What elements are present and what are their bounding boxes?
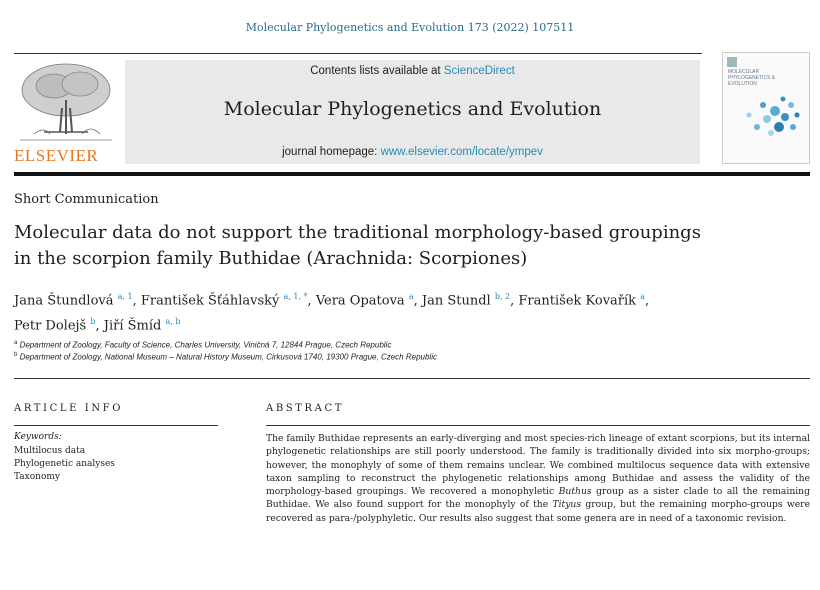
affiliation-mark: b (14, 352, 18, 358)
homepage-prefix: journal homepage: (282, 146, 381, 158)
article-info-heading: ARTICLE INFO (14, 403, 124, 414)
author-name[interactable]: Jan Stundl (421, 293, 491, 309)
genus-name: Buthus (558, 486, 592, 498)
journal-cover-thumbnail[interactable] (722, 52, 810, 164)
author-affil-link[interactable]: b (90, 317, 96, 327)
keyword-item: Taxonomy (14, 472, 60, 482)
contents-prefix: Contents lists available at (310, 65, 444, 77)
author-line-1: Jana Štundlová $^{a, 1}$, František Šťáhlavský $^{a, 1, *}$, Vera Opatova $^a$, Jan Stundl $^{b, 2}$, František Kovařík $^a$, (14, 292, 650, 309)
author-affil-link[interactable]: a, 1, * (283, 292, 308, 301)
author-name[interactable]: Vera Opatova (315, 293, 405, 309)
affiliation-text: Department of Zoology, National Museum – Natural History Museum, Cirkusová 1740, 19300 Prague, Czech Republic (19, 352, 437, 362)
author-affil-link[interactable]: a, b (165, 317, 181, 327)
author-line-2: Petr Dolejš $^b$, Jiří Šmíd $^{a, b}$ (14, 317, 181, 334)
front-matter-rule (14, 378, 810, 379)
masthead-thick-rule (14, 172, 810, 176)
elsevier-tree-icon (14, 60, 118, 144)
journal-citation[interactable] (0, 21, 820, 34)
author-affil-link[interactable]: b, 2 (494, 292, 511, 301)
author-name[interactable]: František Šťáhlavský (140, 293, 280, 309)
abstract-heading: ABSTRACT (266, 403, 344, 414)
author-affil-link[interactable]: a, 1 (117, 292, 133, 301)
author-name[interactable]: Jiří Šmíd (103, 318, 162, 334)
keyword-item: Phylogenetic analyses (14, 459, 115, 469)
cover-art-icon (723, 83, 809, 163)
cover-logo-icon (727, 57, 737, 67)
homepage-line (125, 146, 700, 158)
author-affil-link[interactable]: a (640, 292, 645, 301)
author-list (14, 286, 714, 337)
genus-name: Tityus (552, 499, 582, 511)
affiliation-a (14, 340, 391, 350)
author-name[interactable]: František Kovařík (518, 293, 637, 309)
abstract-rule (266, 425, 810, 426)
header-rule (14, 53, 702, 54)
sciencedirect-link[interactable]: ScienceDirect (443, 65, 515, 77)
citation-link[interactable]: Molecular Phylogenetics and Evolution 173 (2022) 107511 (245, 21, 575, 34)
affiliation-b (14, 352, 437, 362)
author-name[interactable]: Jana Štundlová (14, 293, 114, 309)
contents-line (125, 65, 700, 77)
author-affil-link[interactable]: a (408, 292, 414, 301)
homepage-link[interactable]: www.elsevier.com/locate/ympev (380, 146, 543, 158)
article-title (14, 220, 714, 272)
journal-title: Molecular Phylogenetics and Evolution (223, 98, 602, 120)
keyword-item: Multilocus data (14, 446, 86, 456)
author-name[interactable]: Petr Dolejš (14, 318, 87, 334)
affiliation-mark: a (14, 340, 18, 346)
journal-masthead (125, 60, 700, 164)
elsevier-wordmark: ELSEVIER (14, 146, 99, 165)
cover-title: MOLECULAR PHYLOGENETICS & EVOLUTION (728, 69, 776, 87)
title-line-2: in the scorpion family Buthidae (Arachnida: Scorpiones) (14, 248, 528, 269)
keywords-label: Keywords: (14, 432, 62, 442)
title-line-1: Molecular data do not support the traditional morphology-based groupings (14, 222, 701, 243)
keywords-list (14, 445, 115, 484)
affiliation-text: Department of Zoology, Faculty of Science, Charles University, Viničná 7, 12844 Prague, Czech Republic (19, 340, 392, 350)
article-info-rule (14, 425, 218, 426)
article-type: Short Communication (14, 192, 159, 207)
abstract-text: The family Buthidae represents an early-diverging and most species-rich lineage of extant scorpions, but its internal phylogenetic relationships are still poorly understood. The family is traditionally divided into six morpho-groups; however, the monophyly of some of them remains unclear. We combined multilocus sequence data with extensive taxon sampling to reconstruct the phylogenetic relationships among Buthidae and assess the validity of the morphology-based groupings. We recovered a monophyletic Buthus group as a sister clade to all the remaining Buthidae. We also found support for the monophyly of the Tityus group, but the remaining morpho-groups were recovered as para-/polyphyletic. Our results also suggest that some genera are in need of a taxonomic revision. (266, 433, 810, 524)
